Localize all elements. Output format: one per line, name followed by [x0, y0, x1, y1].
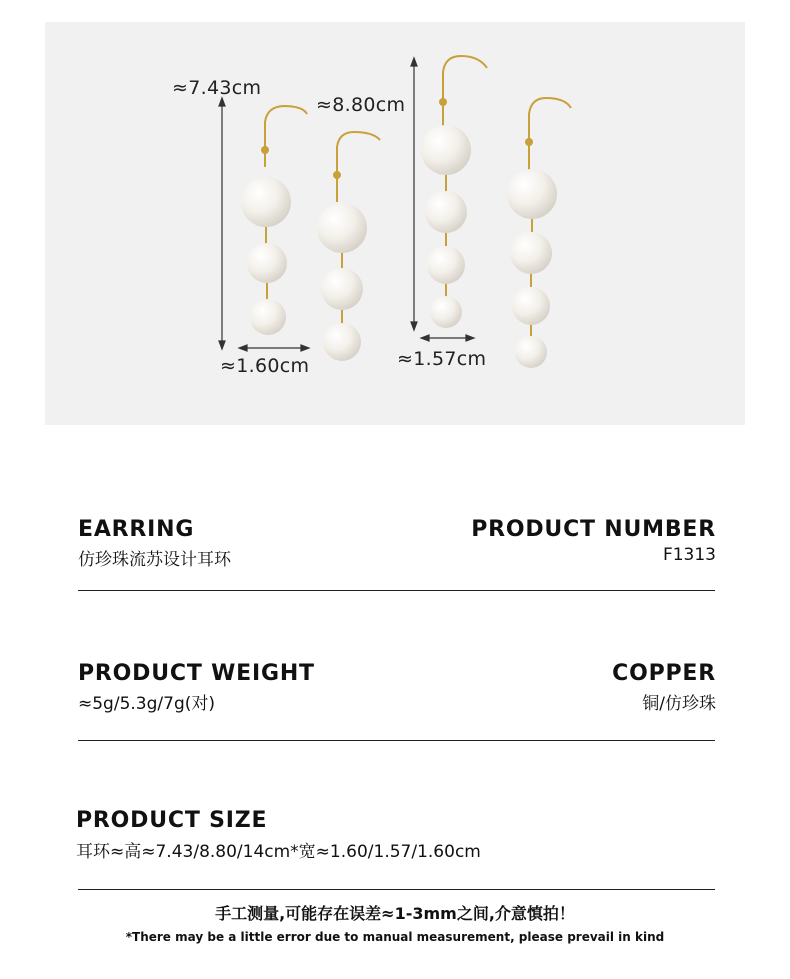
product-photo	[45, 22, 745, 425]
width-arrow-1	[239, 345, 309, 351]
measurement-note-en: *There may be a little error due to manual measurement, please prevail in kind	[125, 930, 665, 944]
product-number-title: PRODUCT NUMBER	[471, 517, 716, 542]
product-size-value: 耳环≈高≈7.43/8.80/14cm*宽≈1.60/1.57/1.60cm	[76, 842, 481, 862]
product-weight-title: PRODUCT WEIGHT	[78, 661, 315, 686]
earring-1	[265, 106, 307, 167]
earring-4	[529, 98, 571, 170]
product-size-title: PRODUCT SIZE	[76, 808, 268, 833]
width-label-1: ≈1.60cm	[220, 355, 310, 377]
height-arrow-2	[411, 58, 417, 330]
width-arrow-2	[421, 335, 474, 341]
copper-value: 铜/仿珍珠	[642, 694, 716, 714]
earring-2	[337, 132, 380, 202]
height-label-1: ≈7.43cm	[172, 77, 262, 99]
product-weight-value: ≈5g/5.3g/7g(对)	[78, 694, 216, 714]
product-number-value: F1313	[662, 545, 716, 565]
divider-2	[78, 740, 715, 741]
divider-3	[78, 889, 715, 890]
height-arrow-1	[219, 98, 225, 349]
height-label-2: ≈8.80cm	[316, 94, 406, 116]
measurement-note-cn: 手工测量,可能存在误差≈1-3mm之间,介意慎拍！	[215, 904, 575, 923]
divider-1	[78, 590, 715, 591]
copper-title: COPPER	[612, 661, 716, 686]
earring-title: EARRING	[78, 517, 195, 542]
width-label-2: ≈1.57cm	[397, 348, 487, 370]
earring-3	[443, 56, 487, 127]
earring-value: 仿珍珠流苏设计耳环	[78, 550, 231, 570]
earrings-illustration	[45, 22, 745, 425]
